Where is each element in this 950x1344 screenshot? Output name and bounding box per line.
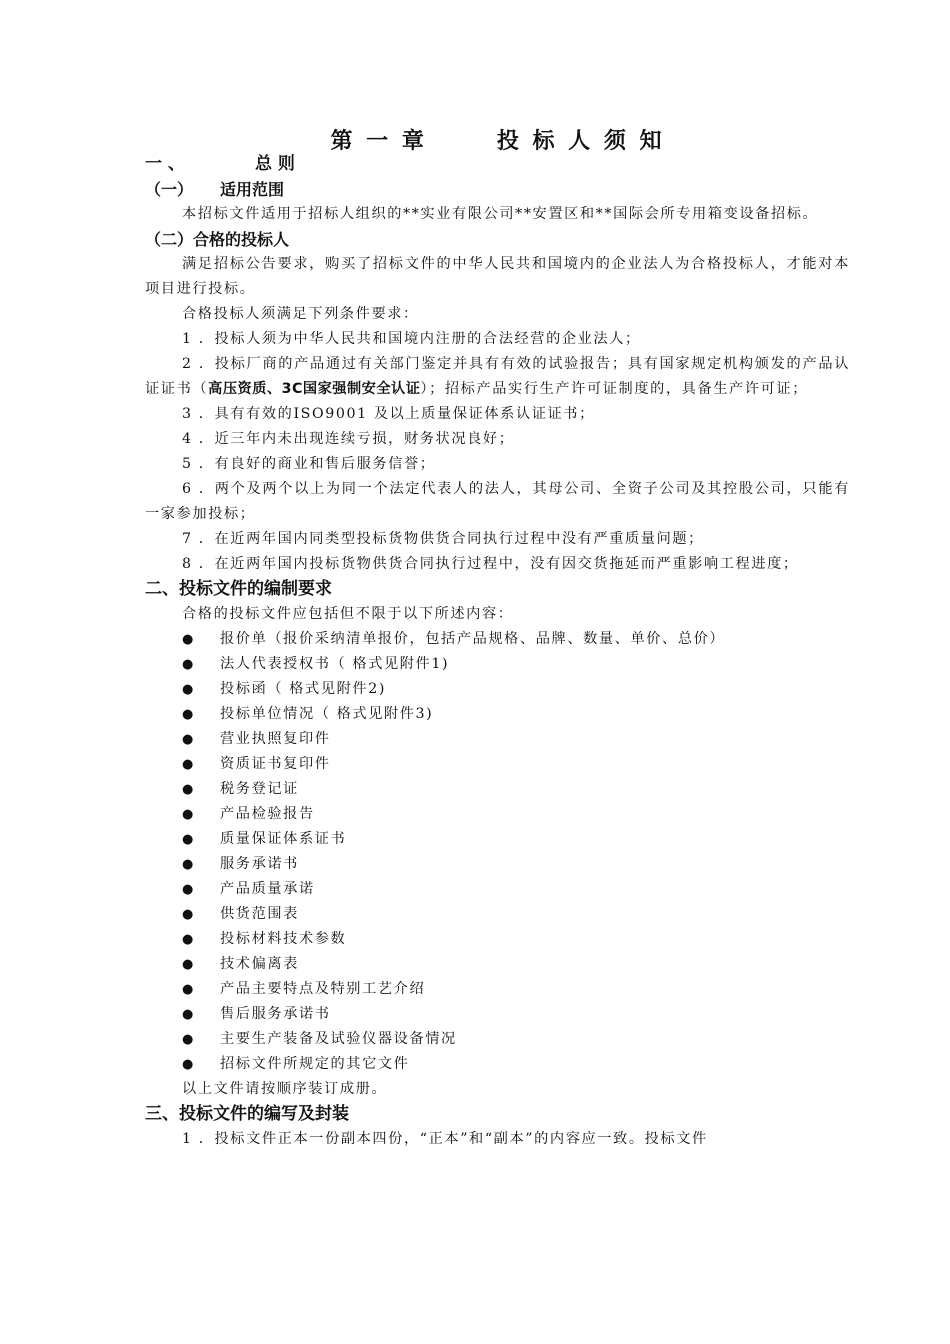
- list-item: [145, 802, 850, 827]
- list-item: [145, 652, 850, 677]
- list-item: [145, 677, 850, 702]
- bullet-icon: ●: [182, 807, 195, 822]
- list-item-text: 产品主要特点及特别工艺介绍: [220, 981, 426, 997]
- bullet-icon: ●: [182, 882, 195, 897]
- list-item-text: 资质证书复印件: [220, 756, 331, 772]
- bullet-icon: ●: [182, 957, 195, 972]
- section-heading-general: 一 、 总 则: [145, 154, 295, 174]
- list-item: [145, 902, 850, 927]
- list-item: [145, 727, 850, 752]
- chapter-title: [145, 124, 850, 155]
- bullet-icon: ●: [182, 782, 195, 797]
- list-item: [145, 1052, 850, 1077]
- bullet-icon: ●: [182, 1057, 195, 1072]
- document-body: [145, 152, 850, 1152]
- condition-4: 4 ．近三年内未出现连续亏损，财务状况良好；: [182, 431, 515, 447]
- chapter-name: 投 标 人 须 知: [496, 129, 665, 154]
- list-item: [145, 952, 850, 977]
- list-item-text: 投标函（ 格式见附件2): [220, 681, 386, 697]
- list-item-text: 营业执照复印件: [220, 731, 331, 747]
- list-item-text: 税务登记证: [220, 781, 299, 797]
- list-item-text: 主要生产装备及试验仪器设备情况: [220, 1031, 457, 1047]
- list-item: [145, 827, 850, 852]
- list-item-text: 报价单（报价采纳清单报价，包括产品规格、品牌、数量、单价、总价）: [220, 631, 726, 647]
- bullet-icon: ●: [182, 1007, 195, 1022]
- list-item-text: 产品检验报告: [220, 806, 315, 822]
- list-item: [145, 977, 850, 1002]
- list-item-text: 售后服务承诺书: [220, 1006, 331, 1022]
- bullet-icon: ●: [182, 982, 195, 997]
- bidder-intro-paragraph: 满足招标公告要求，购买了招标文件的中华人民共和国境内的企业法人为合格投标人，才能对本项目进行投标。: [145, 256, 850, 297]
- list-item: [145, 1027, 850, 1052]
- sealing-paragraph-1: 1 ．投标文件正本一份副本四份，“正本”和“副本”的内容应一致。投标文件: [182, 1131, 708, 1147]
- list-item-text: 服务承诺书: [220, 856, 299, 872]
- list-item-text: 投标材料技术参数: [220, 931, 347, 947]
- section-heading-preparation: 二、投标文件的编制要求: [145, 579, 332, 599]
- list-item: [145, 1002, 850, 1027]
- bullet-icon: ●: [182, 832, 195, 847]
- list-item-text: 供货范围表: [220, 906, 299, 922]
- bullet-icon: ●: [182, 932, 195, 947]
- bullet-icon: ●: [182, 682, 195, 697]
- bullet-icon: ●: [182, 907, 195, 922]
- condition-3: 3 ．具有有效的ISO9001 及以上质量保证体系认证证书；: [182, 406, 595, 422]
- list-item: [145, 777, 850, 802]
- list-item: [145, 852, 850, 877]
- chapter-number: 第 一 章: [330, 129, 427, 154]
- bullet-icon: ●: [182, 857, 195, 872]
- preparation-outro: 以上文件请按顺序装订成册。: [182, 1081, 388, 1097]
- list-item-text: 法人代表授权书（ 格式见附件1): [220, 656, 450, 672]
- conditions-intro: 合格投标人须满足下列条件要求：: [182, 306, 419, 322]
- condition-8: 8 ．在近两年国内投标货物供货合同执行过程中，没有因交货拖延而严重影响工程进度；: [182, 556, 799, 572]
- condition-6: 6 ．两个及两个以上为同一个法定代表人的法人，其母公司、全资子公司及其控股公司，只能有一家参加投标；: [145, 481, 850, 522]
- list-item-text: 招标文件所规定的其它文件: [220, 1056, 410, 1072]
- list-item: [145, 702, 850, 727]
- list-item-text: 技术偏离表: [220, 956, 299, 972]
- bullet-icon: ●: [182, 707, 195, 722]
- list-item-text: 产品质量承诺: [220, 881, 315, 897]
- list-item-text: 质量保证体系证书: [220, 831, 347, 847]
- condition-1: 1 ．投标人须为中华人民共和国境内注册的合法经营的企业法人；: [182, 331, 641, 347]
- subsection-heading-scope: （一） 适用范围: [145, 180, 285, 199]
- subsection-heading-bidders: （二）合格的投标人: [145, 230, 290, 249]
- scope-paragraph: 本招标文件适用于招标人组织的**实业有限公司**安置区和**国际会所专用箱变设备招标。: [182, 206, 819, 222]
- section-heading-sealing: 三、投标文件的编写及封装: [145, 1104, 349, 1124]
- list-item: [145, 752, 850, 777]
- condition-7: 7 ．在近两年国内同类型投标货物供货合同执行过程中没有严重质量问题；: [182, 531, 704, 547]
- bullet-icon: ●: [182, 1032, 195, 1047]
- list-item: [145, 877, 850, 902]
- bullet-icon: ●: [182, 757, 195, 772]
- bullet-icon: ●: [182, 632, 195, 647]
- list-item-text: 投标单位情况（ 格式见附件3): [220, 706, 434, 722]
- bullet-icon: ●: [182, 732, 195, 747]
- condition-5: 5 ．有良好的商业和售后服务信誉；: [182, 456, 436, 472]
- preparation-intro: 合格的投标文件应包括但不限于以下所述内容：: [182, 606, 514, 622]
- required-documents-list: [145, 627, 850, 1077]
- list-item: [145, 927, 850, 952]
- list-item: [145, 627, 850, 652]
- bullet-icon: ●: [182, 657, 195, 672]
- condition-2: 2 ．投标厂商的产品通过有关部门鉴定并具有有效的试验报告；具有国家规定机构颁发的产品认证证书（高压资质、3C国家强制安全认证）；招标产品实行生产许可证制度的，具备生产许可证；: [145, 356, 850, 397]
